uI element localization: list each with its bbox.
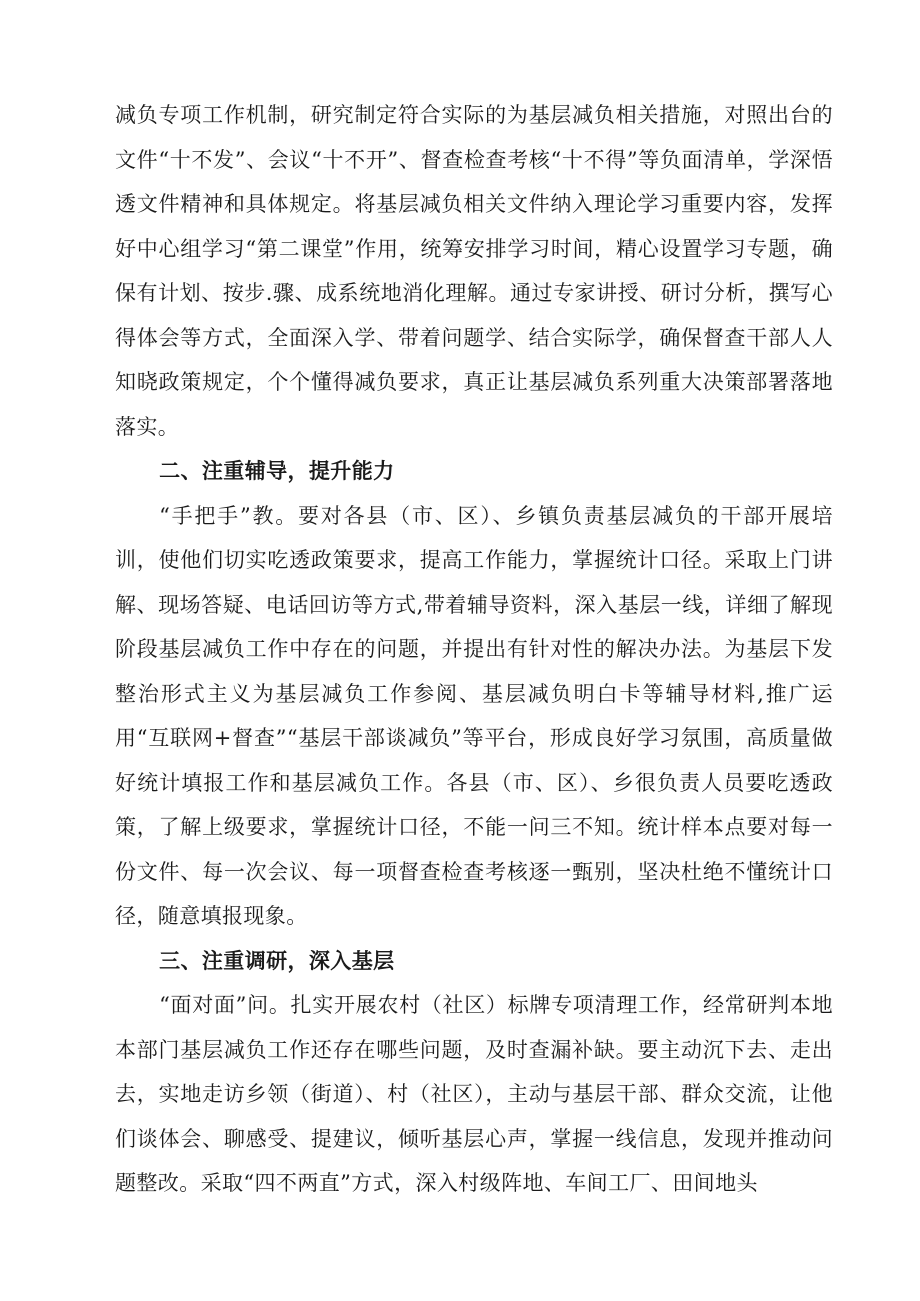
- paragraph-section-3: “面对面”问。扎实开展农村（社区）标牌专项清理工作，经常研判本地本部门基层减负工作还存在哪些问题，及时查漏补缺。要主动沉下去、走出去，实地走访乡领（街道）、村（社区），主动与基层干部、群众交流，让他们谈体会、聊感受、提建议，倾听基层心声，掌握一线信息，发现并推动问题整改。采取“四不两直”方式，深入村级阵地、车间工厂、田间地头: [115, 993, 833, 1195]
- document-body: [115, 93, 833, 1206]
- paragraph-intro-continued: 减负专项工作机制，研究制定符合实际的为基层减负相关措施，对照出台的文件“十不发”、会议“十不开”、督查检查考核“十不得”等负面清单，学深悟透文件精神和具体规定。将基层减负相关文件纳入理论学习重要内容，发挥好中心组学习“第二课堂”作用，统筹安排学习时间，精心设置学习专题，确保有计划、按步.骤、成系统地消化理解。通过专家讲授、研讨分析，撰写心得体会等方式，全面深入学、带着问题学、结合实际学，确保督查干部人人知晓政策规定，个个懂得减负要求，真正让基层减负系列重大决策部署落地落实。: [115, 103, 833, 439]
- section-heading-3: 三、注重调研，深入基层: [159, 948, 395, 973]
- paragraph-section-2: “手把手”教。要对各县（市、区）、乡镇负责基层减负的干部开展培训，使他们切实吃透政策要求，提高工作能力，掌握统计口径。采取上门讲解、现场答疑、电话回访等方式,带着辅导资料，深入基层一线，详细了解现阶段基层减负工作中存在的问题，并提出有针对性的解决办法。为基层下发整治形式主义为基层减负工作参阅、基层减负明白卡等辅导材料,推广运用“互联网+督查”“基层干部谈减负”等平台，形成良好学习氛围，高质量做好统计填报工作和基层减负工作。各县（市、区）、乡很负责人员要吃透政策，了解上级要求，掌握统计口径，不能一问三不知。统计样本点要对每一份文件、每一次会议、每一项督查检查考核逐一甄别，坚决杜绝不懂统计口径，随意填报现象。: [115, 503, 833, 928]
- section-heading-2: 二、注重辅导，提升能力: [159, 459, 395, 483]
